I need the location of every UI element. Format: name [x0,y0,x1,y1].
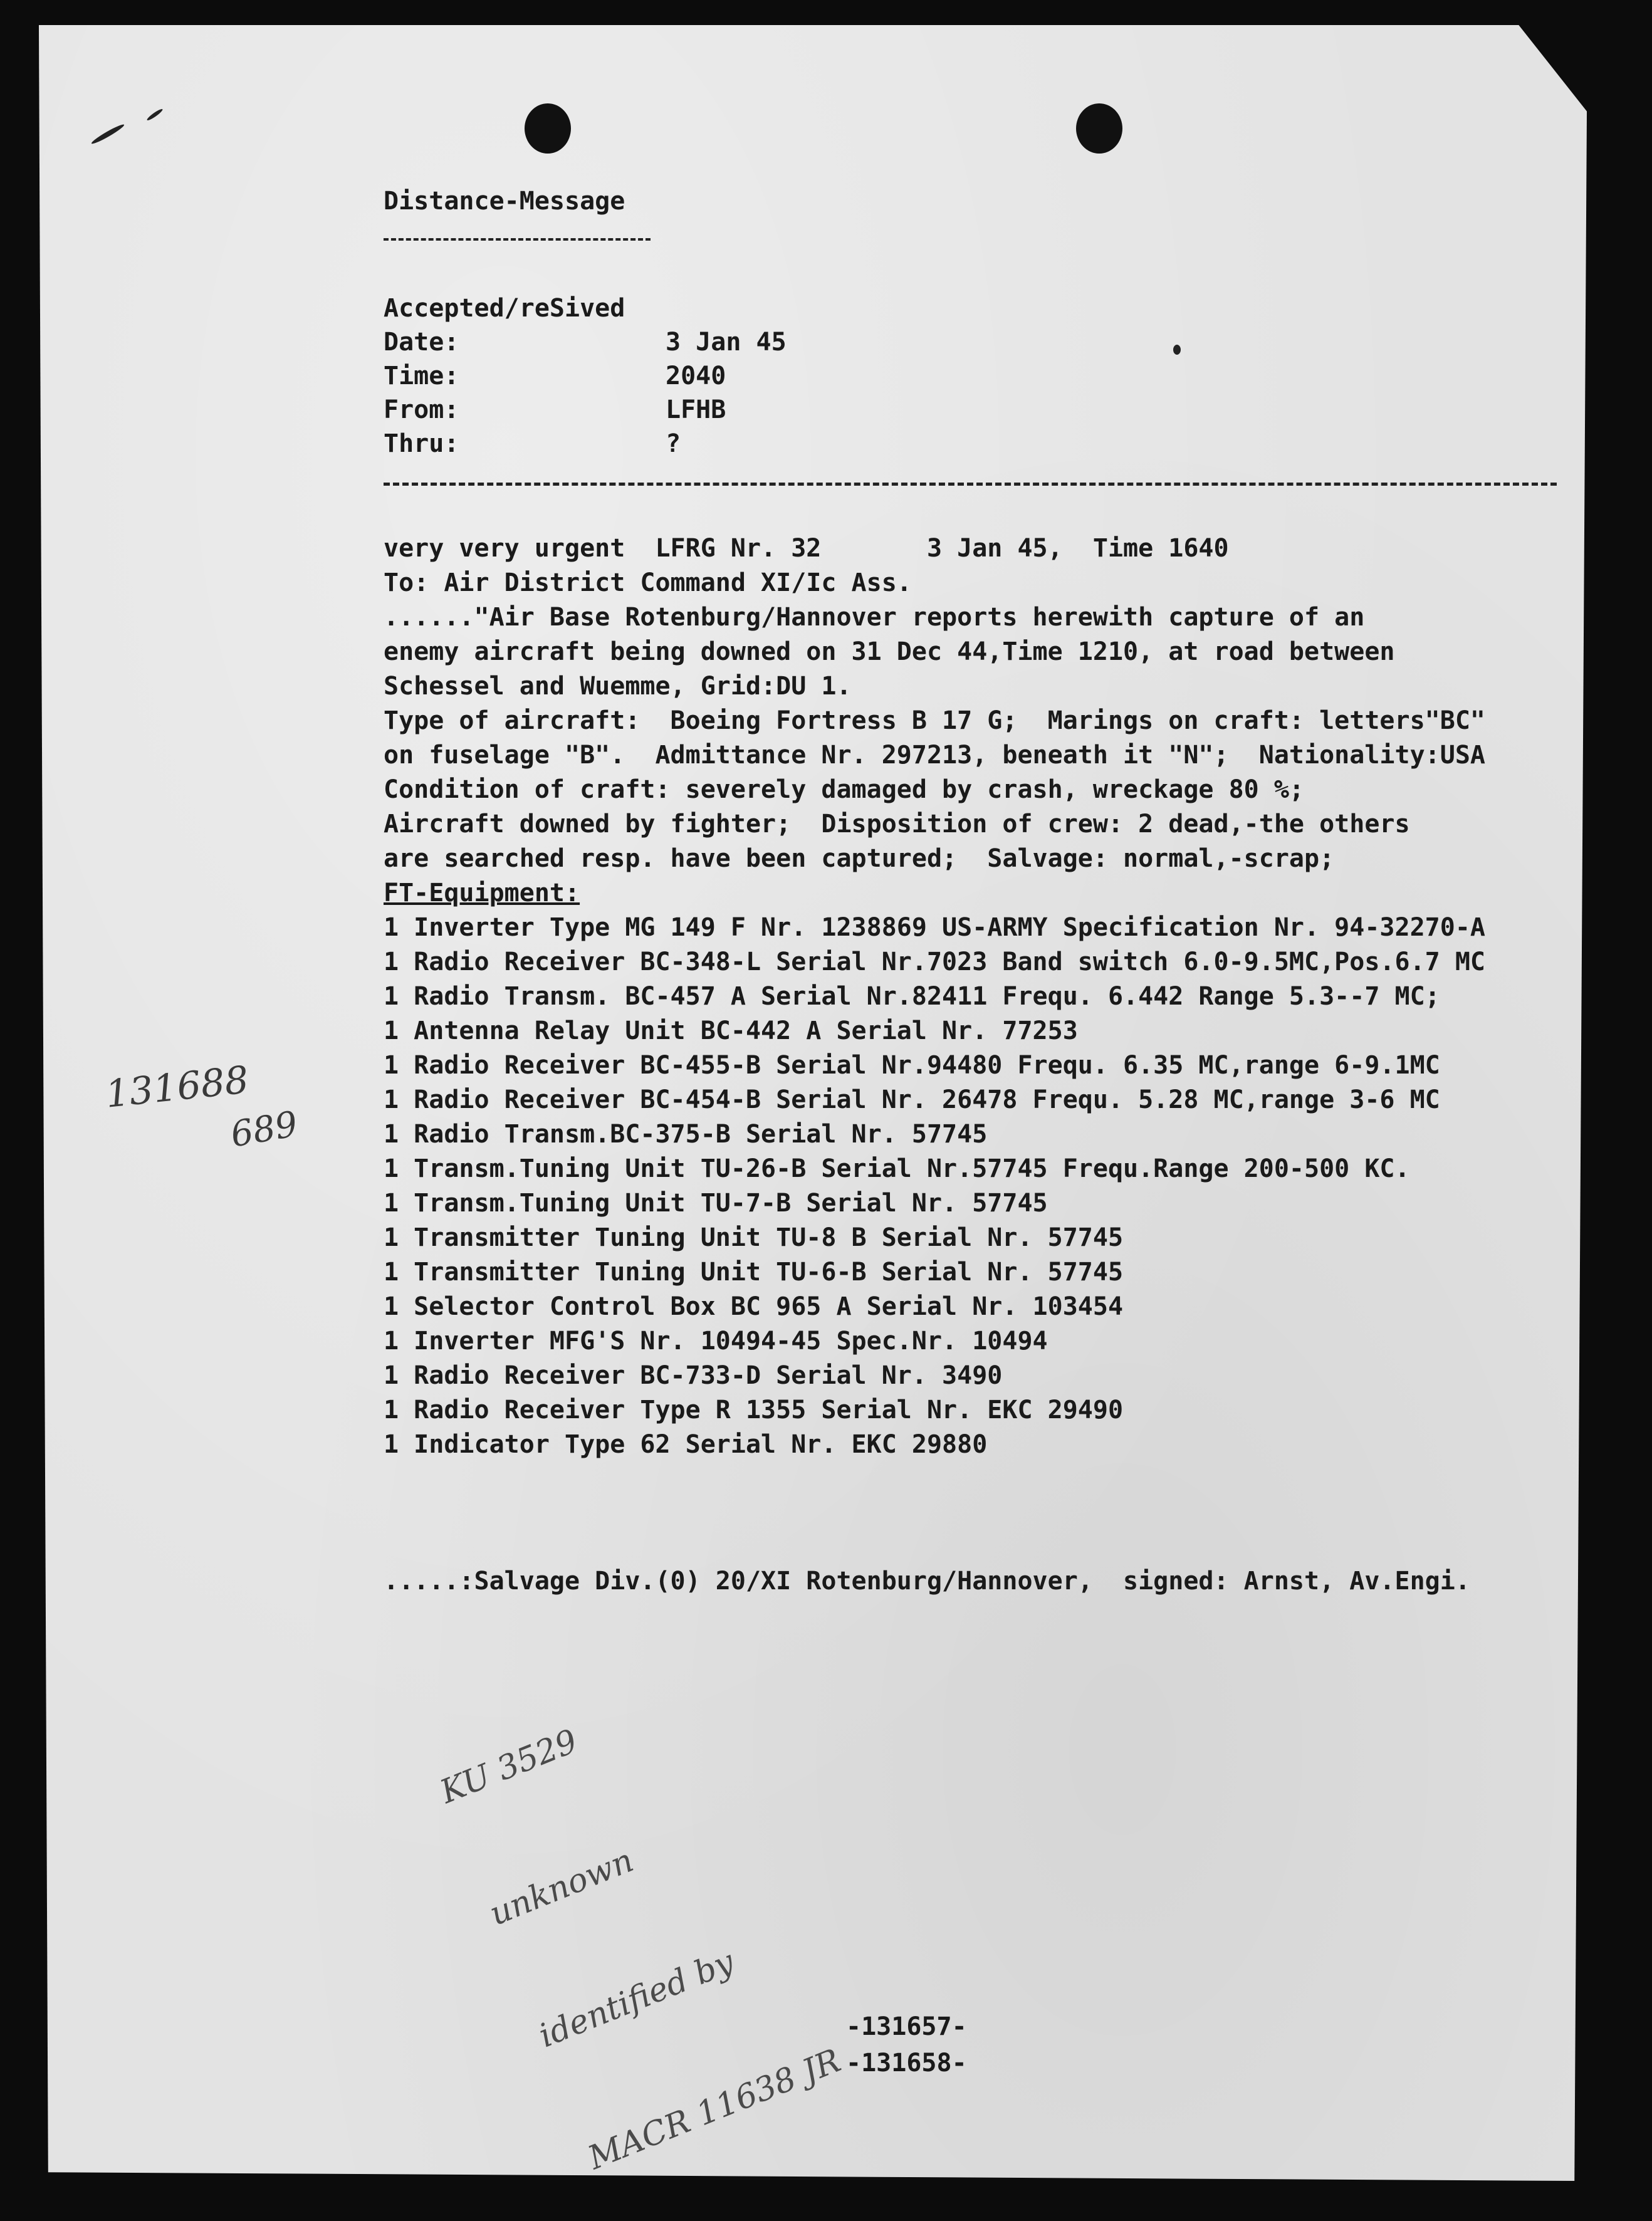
ink-speck [146,108,164,122]
equipment-item: 1 Transmitter Tuning Unit TU-8 B Serial Nr. 57745 [384,1223,1124,1252]
equipment-item: 1 Radio Transm.BC-375-B Serial Nr. 57745 [384,1120,988,1149]
equipment-item: 1 Transm.Tuning Unit TU-7-B Serial Nr. 57745 [384,1189,1048,1218]
body-line: Condition of craft: severely damaged by crash, wreckage 80 %; [384,775,1305,804]
handwritten-note-line: unknown [484,1841,639,1933]
equipment-heading: FT-Equipment: [384,879,580,907]
header-value: ? [666,429,681,458]
document-numbers [846,2009,967,2081]
header-label: Time: [384,362,459,390]
header-label: From: [384,395,459,424]
body-line: Aircraft downed by fighter; Disposition of crew: 2 dead,-the others [384,810,1410,839]
equipment-item: 1 Selector Control Box BC 965 A Serial Nr. 103454 [384,1292,1124,1321]
handwritten-note-line: KU 3529 [435,1722,583,1812]
header-label: Date: [384,328,459,357]
equipment-item: 1 Radio Receiver BC-454-B Serial Nr. 26478 Frequ. 5.28 MC,range 3-6 MC [384,1085,1440,1114]
equipment-item: 1 Radio Receiver BC-455-B Serial Nr.94480 Frequ. 6.35 MC,range 6-9.1MC [384,1051,1440,1080]
equipment-item: 1 Transmitter Tuning Unit TU-6-B Serial Nr. 57745 [384,1258,1124,1287]
document-title: Distance-Message [384,187,625,216]
header-value: 2040 [666,362,726,390]
header-row-time [384,359,787,393]
body-line: ......"Air Base Rotenburg/Hannover reports herewith capture of an [384,603,1365,632]
body-line: Schessel and Wuemme, Grid:DU 1. [384,672,852,701]
equipment-item: 1 Inverter Type MG 149 F Nr. 1238869 US-ARMY Specification Nr. 94-32270-A [384,913,1485,942]
body-line: To: Air District Command XI/Ic Ass. [384,568,912,597]
message-header [384,291,787,461]
punch-hole [525,103,571,154]
equipment-item: 1 Indicator Type 62 Serial Nr. EKC 29880 [384,1430,988,1459]
ink-speck [90,123,125,146]
title-underline [384,238,651,241]
message-body [384,531,1485,1462]
body-line: are searched resp. have been captured; Salvage: normal,-scrap; [384,844,1335,873]
body-line: on fuselage "B". Admittance Nr. 297213, beneath it "N"; Nationality:USA [384,741,1485,770]
header-label: Thru: [384,429,459,458]
equipment-item: 1 Radio Transm. BC-457 A Serial Nr.82411 Frequ. 6.442 Range 5.3--7 MC; [384,982,1440,1011]
equipment-item: 1 Radio Receiver Type R 1355 Serial Nr. EKC 29490 [384,1396,1124,1424]
signature-line: .....:Salvage Div.(0) 20/XI Rotenburg/Hannover, signed: Arnst, Av.Engi. [384,1567,1470,1596]
equipment-item: 1 Inverter MFG'S Nr. 10494-45 Spec.Nr. 10494 [384,1327,1048,1356]
body-line: very very urgent LFRG Nr. 32 3 Jan 45, Time 1640 [384,534,1229,563]
handwritten-note-line: MACR 11638 JR [583,2042,846,2178]
handwritten-note-line: identified by [533,1943,740,2056]
equipment-item: 1 Radio Receiver BC-348-L Serial Nr.7023 Band switch 6.0-9.5MC,Pos.6.7 MC [384,948,1485,976]
accepted-label: Accepted/reSived [384,294,625,323]
header-row-date [384,325,787,359]
document-number: -131657- [846,2012,967,2041]
equipment-item: 1 Transm.Tuning Unit TU-26-B Serial Nr.57745 Frequ.Range 200-500 KC. [384,1154,1410,1183]
ink-speck [1173,345,1181,355]
document-number: -131658- [846,2049,967,2077]
header-divider [384,483,1557,486]
equipment-item: 1 Antenna Relay Unit BC-442 A Serial Nr. 77253 [384,1016,1078,1045]
body-line: Type of aircraft: Boeing Fortress B 17 G; Marings on craft: letters"BC" [384,706,1485,735]
handwritten-margin-number: 131688 [103,1058,251,1117]
header-row-thru [384,427,787,461]
body-line: enemy aircraft being downed on 31 Dec 44,Time 1210, at road between [384,637,1395,666]
header-value: LFHB [666,395,726,424]
handwritten-margin-number: 689 [227,1104,301,1156]
header-value: 3 Jan 45 [666,328,787,357]
header-row-from [384,393,787,427]
equipment-item: 1 Radio Receiver BC-733-D Serial Nr. 3490 [384,1361,1003,1390]
punch-hole [1076,103,1122,154]
